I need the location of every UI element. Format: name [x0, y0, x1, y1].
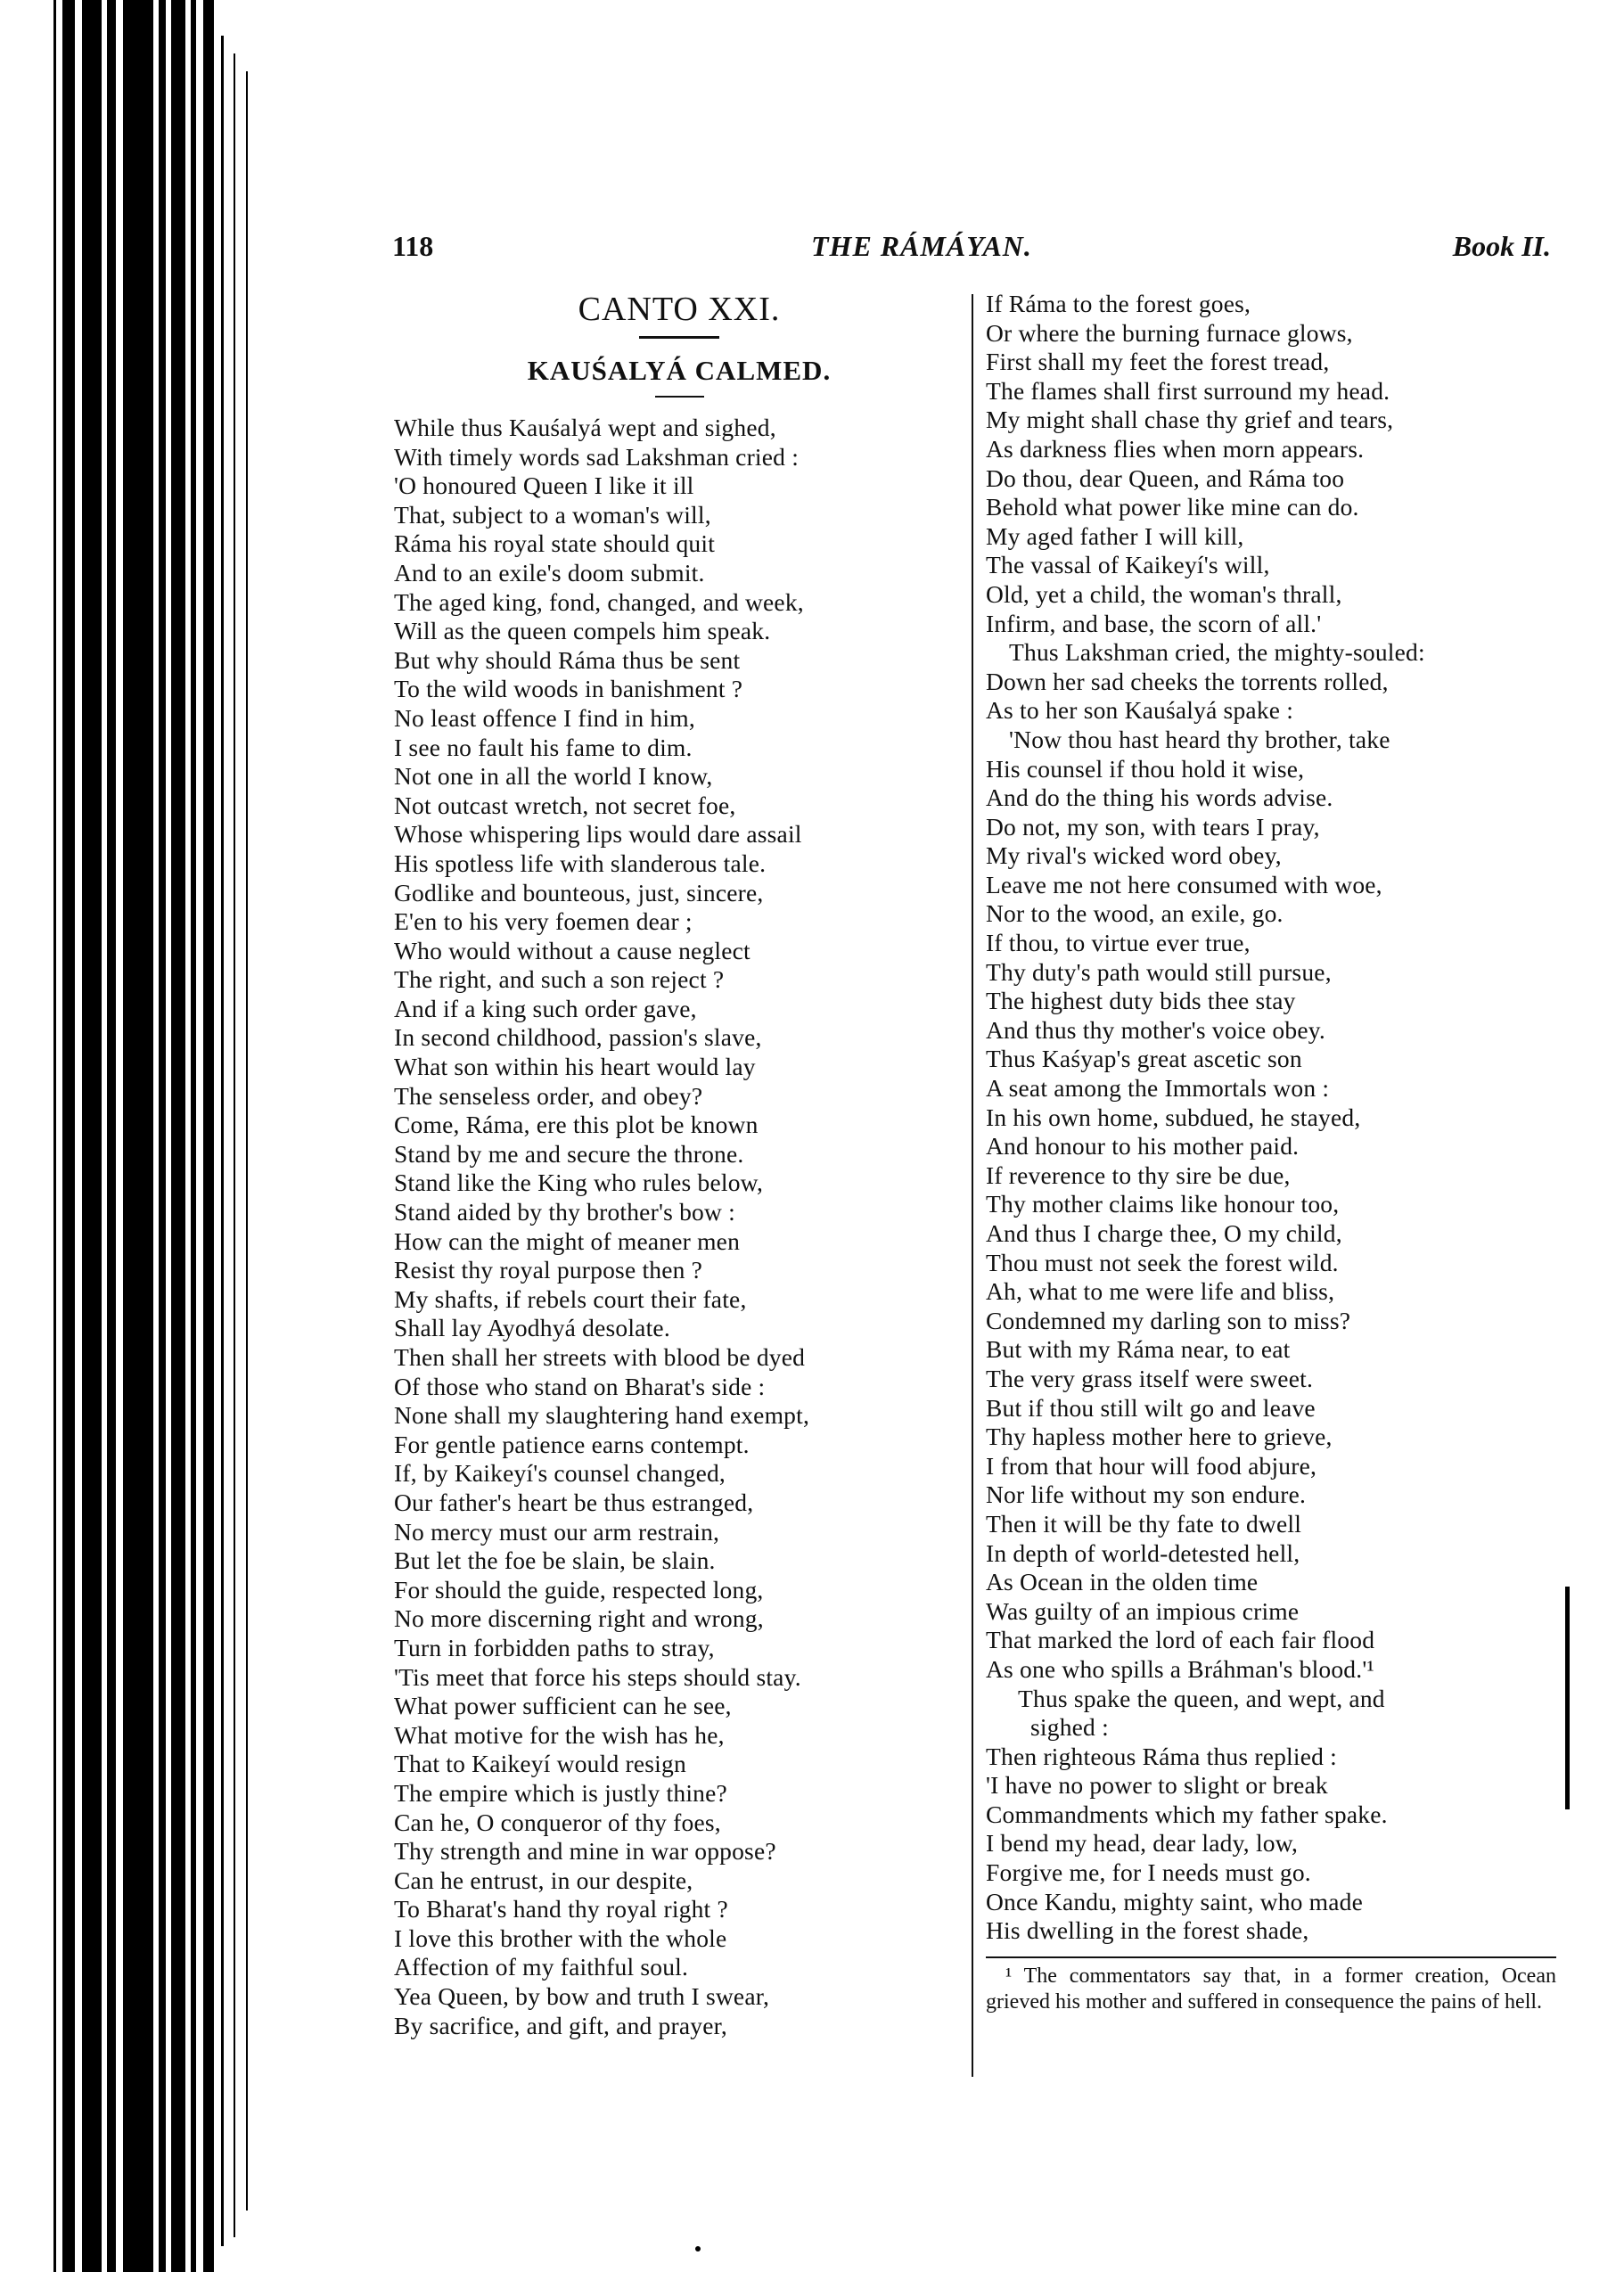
footnote: ¹ The commentators say that, in a former creation, Ocean grieved his mother and suffered in consequence the pains of hell.	[986, 1964, 1556, 2014]
verse-line: 'O honoured Queen I like it ill	[394, 472, 694, 500]
verse-line: That marked the lord of each fair flood	[986, 1626, 1375, 1654]
verse-line: That to Kaikeyí would resign	[394, 1750, 686, 1778]
verse-line: But with my Ráma near, to eat	[986, 1335, 1291, 1364]
verse-line: If, by Kaikeyí's counsel changed,	[394, 1459, 726, 1488]
verse-line: That, subject to a woman's will,	[394, 500, 711, 529]
verse-line: And thus I charge thee, O my child,	[986, 1219, 1342, 1247]
left-column	[394, 290, 964, 2040]
verse-line: Can he, O conqueror of thy foes,	[394, 1808, 721, 1836]
verse-line: Stand like the King who rules below,	[394, 1169, 764, 1197]
page-number: 118	[392, 230, 434, 262]
verse-line: Not one in all the world I know,	[394, 762, 713, 791]
verse-line: Shall lay Ayodhyá desolate.	[394, 1314, 670, 1342]
verse-line: Then it will be thy fate to dwell	[986, 1509, 1302, 1538]
verse-line: Thy hapless mother here to grieve,	[986, 1423, 1333, 1451]
verse-line: To the wild woods in banishment ?	[394, 675, 743, 703]
verse-line: Resist thy royal purpose then ?	[394, 1256, 703, 1284]
scan-edge-mark	[1565, 1587, 1570, 1809]
verse-line: In second childhood, passion's slave,	[394, 1023, 762, 1052]
verse-line: Nor to the wood, an exile, go.	[986, 899, 1284, 928]
verse-line: The highest duty bids thee stay	[986, 987, 1296, 1015]
verse-line: None shall my slaughtering hand exempt,	[394, 1401, 810, 1430]
verse-line: His spotless life with slanderous tale.	[394, 849, 767, 877]
verse-line: As one who spills a Bráhman's blood.'¹	[986, 1654, 1374, 1683]
verse-line: What motive for the wish has he,	[394, 1720, 725, 1749]
verse-line: And thus thy mother's voice obey.	[986, 1015, 1325, 1044]
verse-line: In his own home, subdued, he stayed,	[986, 1103, 1361, 1131]
verse-line: Condemned my darling son to miss?	[986, 1306, 1351, 1334]
verse-line: For should the guide, respected long,	[394, 1575, 764, 1604]
verse-line: How can the might of meaner men	[394, 1226, 741, 1255]
verse-line: Thus Lakshman cried, the mighty-souled:	[1009, 638, 1425, 667]
verse-line: 'Now thou hast heard thy brother, take	[1009, 725, 1390, 753]
canto-subtitle: KAUŚALYÁ CALMED.	[527, 355, 832, 386]
verse-line: Then shall her streets with blood be dyed	[394, 1343, 806, 1371]
verse-line: The vassal of Kaikeyí's will,	[986, 551, 1270, 579]
verse-line: The senseless order, and obey?	[394, 1081, 703, 1110]
verse-line: And if a king such order gave,	[394, 994, 697, 1022]
verse-line: And do the thing his words advise.	[986, 783, 1333, 812]
verse-line: My shafts, if rebels court their fate,	[394, 1284, 747, 1313]
verse-line: Will as the queen compels him speak.	[394, 617, 771, 645]
verse-line: Can he entrust, in our despite,	[394, 1866, 693, 1894]
verse-line: The aged king, fond, changed, and week,	[394, 587, 804, 616]
verse-line: 'I have no power to slight or break	[986, 1771, 1328, 1800]
verse-line: If thou, to virtue ever true,	[986, 929, 1251, 957]
verse-line: Thy duty's path would still pursue,	[986, 957, 1332, 986]
verse-line: As darkness flies when morn appears.	[986, 434, 1365, 463]
verse-line: My might shall chase thy grief and tears,	[986, 406, 1394, 434]
verse-line: I love this brother with the whole	[394, 1923, 727, 1952]
verse-line: For gentle patience earns contempt.	[394, 1430, 750, 1458]
verse-line: Of those who stand on Bharat's side :	[394, 1372, 766, 1400]
verse-line: Behold what power like mine can do.	[986, 493, 1359, 521]
scan-binding-edge	[0, 0, 267, 2272]
verse-line: Was guilty of an impious crime	[986, 1596, 1300, 1625]
verse-line: As to her son Kauśalyá spake :	[986, 696, 1294, 725]
verse-line: No least offence I find in him,	[394, 703, 695, 732]
verse-line: I from that hour will food abjure,	[986, 1451, 1317, 1480]
scan-dot	[695, 2246, 701, 2251]
verse-line: Commandments which my father spake.	[986, 1800, 1388, 1828]
verse-line: Down her sad cheeks the torrents rolled,	[986, 667, 1389, 695]
verse-line: Stand by me and secure the throne.	[394, 1139, 744, 1168]
verse-line: Do not, my son, with tears I pray,	[986, 812, 1320, 841]
verse-line: In depth of world-detested hell,	[986, 1538, 1300, 1567]
verse-line: Or where the burning furnace glows,	[986, 318, 1353, 347]
verse-line: His counsel if thou hold it wise,	[986, 754, 1305, 783]
left-verse-list	[394, 414, 964, 2040]
footnote-rule	[986, 1956, 1556, 1958]
verse-line: Thy mother claims like honour too,	[986, 1190, 1340, 1218]
verse-line: Thou must not seek the forest wild.	[986, 1248, 1339, 1276]
verse-line: Infirm, and base, the scorn of all.'	[986, 609, 1322, 637]
verse-line: Forgive me, for I needs must go.	[986, 1858, 1311, 1887]
verse-line: The flames shall first surround my head.	[986, 376, 1390, 405]
verse-line: Once Kandu, mighty saint, who made	[986, 1887, 1364, 1915]
verse-line: What power sufficient can he see,	[394, 1692, 732, 1720]
verse-line: No more discerning right and wrong,	[394, 1604, 764, 1633]
verse-line: Thus Kaśyap's great ascetic son	[986, 1045, 1302, 1073]
verse-line: And to an exile's doom submit.	[394, 558, 705, 586]
verse-line: What son within his heart would lay	[394, 1053, 756, 1081]
verse-line: If Ráma to the forest goes,	[986, 290, 1251, 317]
verse-line: Ráma his royal state should quit	[394, 529, 716, 558]
verse-line: My rival's wicked word obey,	[986, 841, 1282, 870]
verse-line: Old, yet a child, the woman's thrall,	[986, 579, 1342, 608]
book-label: Book II.	[1452, 230, 1551, 262]
verse-line: Nor life without my son endure.	[986, 1480, 1307, 1509]
verse-line: First shall my feet the forest tread,	[986, 348, 1330, 376]
verse-line: But if thou still wilt go and leave	[986, 1393, 1316, 1422]
verse-line: Leave me not here consumed with woe,	[986, 870, 1382, 898]
verse-line: Not outcast wretch, not secret foe,	[394, 791, 736, 819]
verse-line: The very grass itself were sweet.	[986, 1364, 1314, 1392]
verse-line: Yea Queen, by bow and truth I swear,	[394, 1982, 770, 2011]
verse-line: My aged father I will kill,	[986, 521, 1244, 550]
verse-line: Stand aided by thy brother's bow :	[394, 1198, 735, 1226]
title-rule	[639, 336, 719, 339]
verse-line: Turn in forbidden paths to stray,	[394, 1633, 715, 1661]
verse-line: Who would without a cause neglect	[394, 936, 750, 964]
right-verse-list	[986, 290, 1556, 1946]
verse-line: And honour to his mother paid.	[986, 1132, 1300, 1161]
verse-line: 'Tis meet that force his steps should stay.	[394, 1662, 801, 1691]
verse-line: The right, and such a son reject ?	[394, 965, 725, 994]
verse-line: Affection of my faithful soul.	[394, 1953, 689, 1981]
verse-line: No mercy must our arm restrain,	[394, 1517, 720, 1546]
verse-line: Do thou, dear Queen, and Ráma too	[986, 463, 1345, 492]
verse-line: But let the foe be slain, be slain.	[394, 1546, 716, 1575]
verse-line: With timely words sad Lakshman cried :	[394, 442, 800, 471]
verse-line: Godlike and bounteous, just, sincere,	[394, 878, 764, 906]
verse-line: But why should Ráma thus be sent	[394, 645, 741, 674]
canto-title: CANTO XXI.	[578, 291, 781, 328]
verse-line: sighed :	[1030, 1713, 1109, 1742]
verse-line: While thus Kauśalyá wept and sighed,	[394, 414, 776, 441]
verse-line: Come, Ráma, ere this plot be known	[394, 1111, 759, 1139]
verse-line: I bend my head, dear lady, low,	[986, 1829, 1299, 1858]
verse-line: By sacrifice, and gift, and prayer,	[394, 2011, 727, 2039]
verse-line: Our father's heart be thus estranged,	[394, 1488, 754, 1516]
verse-line: Ah, what to me were life and bliss,	[986, 1277, 1335, 1306]
right-column	[986, 290, 1556, 2015]
verse-line: I see no fault his fame to dim.	[394, 733, 693, 761]
verse-line: Thy strength and mine in war oppose?	[394, 1837, 776, 1866]
running-header	[392, 230, 1551, 275]
column-divider	[972, 294, 973, 2077]
verse-line: Thus spake the queen, and wept, and	[1018, 1684, 1385, 1712]
subtitle-rule	[655, 396, 704, 398]
verse-line: To Bharat's hand thy royal right ?	[394, 1895, 728, 1923]
verse-line: Whose whispering lips would dare assail	[394, 820, 802, 849]
verse-line: As Ocean in the olden time	[986, 1568, 1259, 1596]
running-title: THE RÁMÁYAN.	[811, 230, 1032, 262]
verse-line: Then righteous Ráma thus replied :	[986, 1742, 1338, 1770]
verse-line: The empire which is justly thine?	[394, 1778, 727, 1807]
verse-line: His dwelling in the forest shade,	[986, 1916, 1309, 1945]
verse-line: A seat among the Immortals won :	[986, 1074, 1330, 1103]
verse-line: E'en to his very foemen dear ;	[394, 907, 693, 936]
verse-line: If reverence to thy sire be due,	[986, 1161, 1291, 1189]
